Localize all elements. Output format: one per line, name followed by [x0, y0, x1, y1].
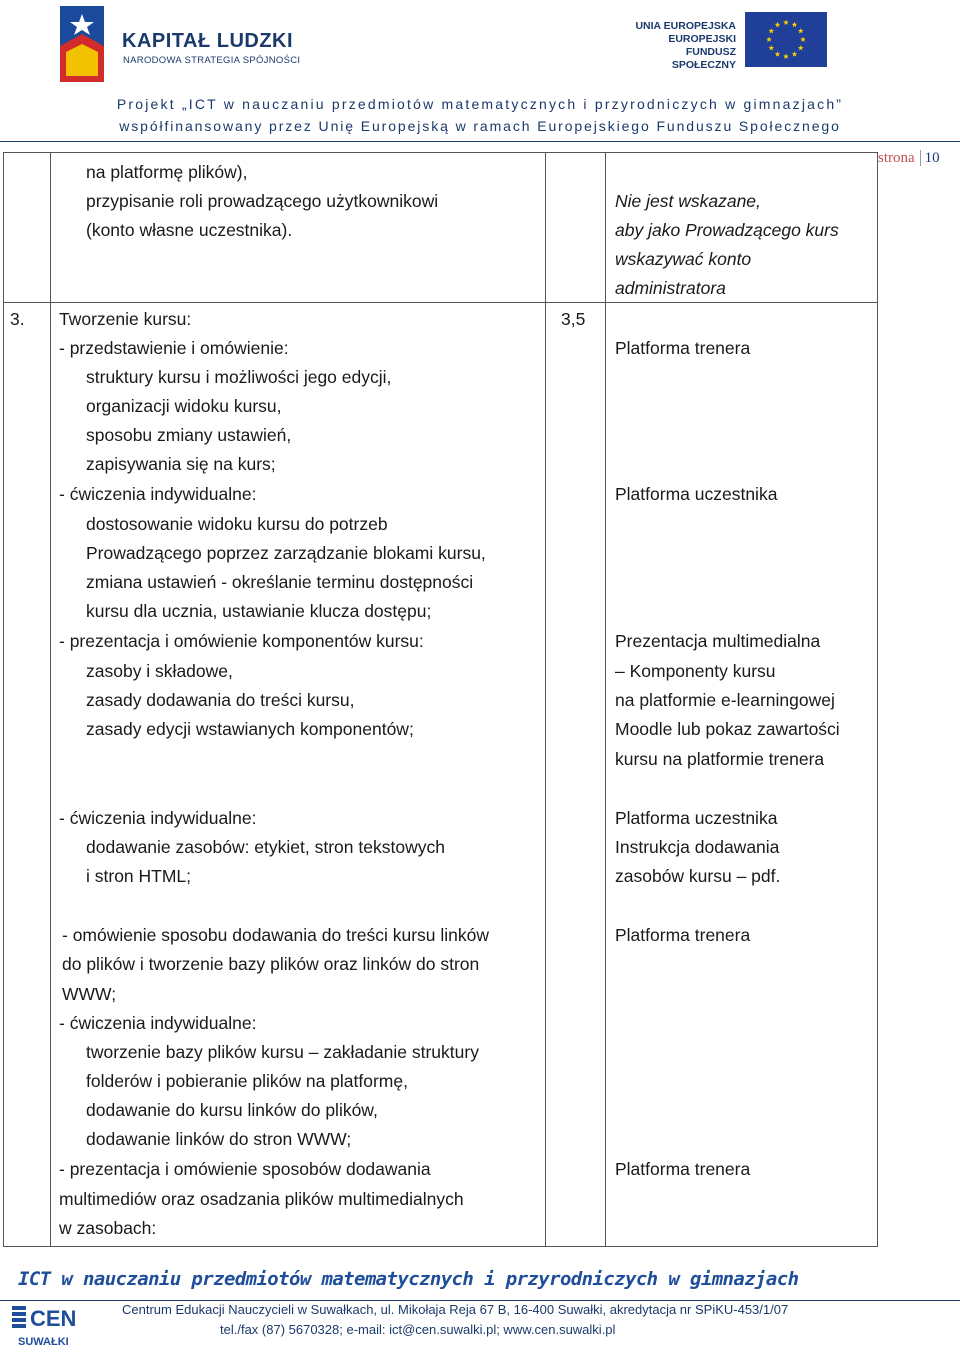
kapital-ludzki-subtitle: NARODOWA STRATEGIA SPÓJNOŚCI	[123, 55, 301, 66]
section-title: Tworzenie kursu:	[59, 309, 192, 329]
topic-heading: - ćwiczenia indywidualne:	[59, 808, 257, 828]
footer-project-title: ICT w nauczaniu przedmiotów matematycznych i przyrodniczych w gimnazjach	[18, 1268, 799, 1290]
topic-item: Prowadzącego poprzez zarządzanie blokami kursu,	[86, 543, 486, 563]
svg-text:CEN: CEN	[30, 1306, 77, 1331]
note-text: administratora	[615, 278, 726, 298]
topic-item: zasady edycji wstawianych komponentów;	[86, 719, 414, 739]
kapital-ludzki-title: KAPITAŁ LUDZKI	[122, 30, 294, 52]
footer-divider	[0, 1300, 960, 1301]
note-text: Nie jest wskazane,	[615, 191, 761, 211]
topic-item: tworzenie bazy plików kursu – zakładanie struktury	[86, 1042, 479, 1062]
note-text: aby jako Prowadzącego kurs	[615, 220, 839, 240]
material-text: Platforma trenera	[615, 925, 751, 945]
column-divider	[545, 153, 546, 1246]
topic-item: dodawanie zasobów: etykiet, stron tekstowych	[86, 837, 445, 857]
topic-item: struktury kursu i możliwości jego edycji,	[86, 367, 392, 387]
topic-text: w zasobach:	[59, 1218, 157, 1238]
material-text: Platforma uczestnika	[615, 484, 778, 504]
page-label: strona	[878, 150, 921, 166]
topic-item: dostosowanie widoku kursu do potrzeb	[86, 514, 388, 534]
topic-text: (konto własne uczestnika).	[86, 220, 293, 240]
topic-heading: - prezentacja i omówienie komponentów kursu:	[59, 631, 424, 651]
footer-contact: tel./fax (87) 5670328; e-mail: ict@cen.suwalki.pl; www.cen.suwalki.pl	[220, 1322, 616, 1337]
column-divider	[50, 153, 51, 1246]
project-title: Projekt „ICT w nauczaniu przedmiotów matematycznych i przyrodniczych w gimnazjach”	[116, 96, 844, 112]
topic-text: do plików i tworzenie bazy plików oraz linków do stron	[62, 954, 480, 974]
project-cofinancing: współfinansowany przez Unię Europejską w ramach Europejskiego Funduszu Społecznego	[119, 118, 841, 134]
topic-text: - prezentacja i omówienie sposobów dodawania	[59, 1159, 431, 1179]
note-text: wskazywać konto	[615, 249, 752, 269]
material-text: zasobów kursu – pdf.	[615, 866, 781, 886]
page-number	[878, 150, 940, 167]
page-number-value: 10	[924, 150, 940, 166]
eu-label	[622, 20, 736, 72]
material-text: Prezentacja multimedialna	[615, 631, 821, 651]
syllabus-table	[3, 152, 878, 1247]
topic-item: sposobu zmiany ustawień,	[86, 425, 292, 445]
kapital-ludzki-logo	[52, 6, 112, 84]
topic-text: - omówienie sposobu dodawania do treści kursu linków	[62, 925, 490, 945]
topic-item: zasady dodawania do treści kursu,	[86, 690, 355, 710]
hours-value: 3,5	[561, 309, 586, 329]
topic-item: folderów i pobieranie plików na platformę,	[86, 1071, 408, 1091]
material-text: – Komponenty kursu	[615, 661, 776, 681]
material-text: kursu na platformie trenera	[615, 749, 825, 769]
topic-text: multimediów oraz osadzania plików multimedialnych	[59, 1189, 464, 1209]
eu-flag-icon	[745, 12, 827, 67]
eu-line-3: FUNDUSZ SPOŁECZNY	[671, 46, 736, 71]
topic-text: WWW;	[62, 984, 117, 1004]
topic-item: dodawanie do kursu linków do plików,	[86, 1100, 378, 1120]
footer-address: Centrum Edukacji Nauczycieli w Suwałkach, ul. Mikołaja Reja 67 B, 16-400 Suwałki, akredytacja nr SPiKU-453/1/07	[122, 1302, 789, 1317]
topic-item: i stron HTML;	[86, 866, 192, 886]
topic-item: dodawanie linków do stron WWW;	[86, 1129, 352, 1149]
material-text: Platforma trenera	[615, 1159, 751, 1179]
material-text: Moodle lub pokaz zawartości	[615, 719, 840, 739]
cen-suwalki-logo	[10, 1304, 112, 1348]
eu-line-1: UNIA EUROPEJSKA	[635, 20, 736, 32]
cen-logo-text: SUWAŁKI	[18, 1336, 69, 1348]
topic-heading: - przedstawienie i omówienie:	[59, 338, 289, 358]
row-divider	[4, 302, 877, 303]
topic-item: zapisywania się na kurs;	[86, 454, 276, 474]
topic-item: zasoby i składowe,	[86, 661, 233, 681]
topic-item: organizacji widoku kursu,	[86, 396, 282, 416]
header-divider	[0, 141, 960, 142]
eu-line-2: EUROPEJSKI	[668, 33, 736, 45]
material-text: Platforma uczestnika	[615, 808, 778, 828]
material-text: na platformie e-learningowej	[615, 690, 835, 710]
topic-heading: - ćwiczenia indywidualne:	[59, 1013, 257, 1033]
column-divider	[605, 153, 606, 1246]
material-text: Platforma trenera	[615, 338, 751, 358]
topic-heading: - ćwiczenia indywidualne:	[59, 484, 257, 504]
topic-text: na platformę plików),	[86, 162, 248, 182]
topic-item: kursu dla ucznia, ustawianie klucza dostępu;	[86, 601, 432, 621]
topic-item: zmiana ustawień - określanie terminu dostępności	[86, 572, 474, 592]
topic-text: przypisanie roli prowadzącego użytkownikowi	[86, 191, 439, 211]
material-text: Instrukcja dodawania	[615, 837, 780, 857]
row-number: 3.	[10, 309, 25, 329]
